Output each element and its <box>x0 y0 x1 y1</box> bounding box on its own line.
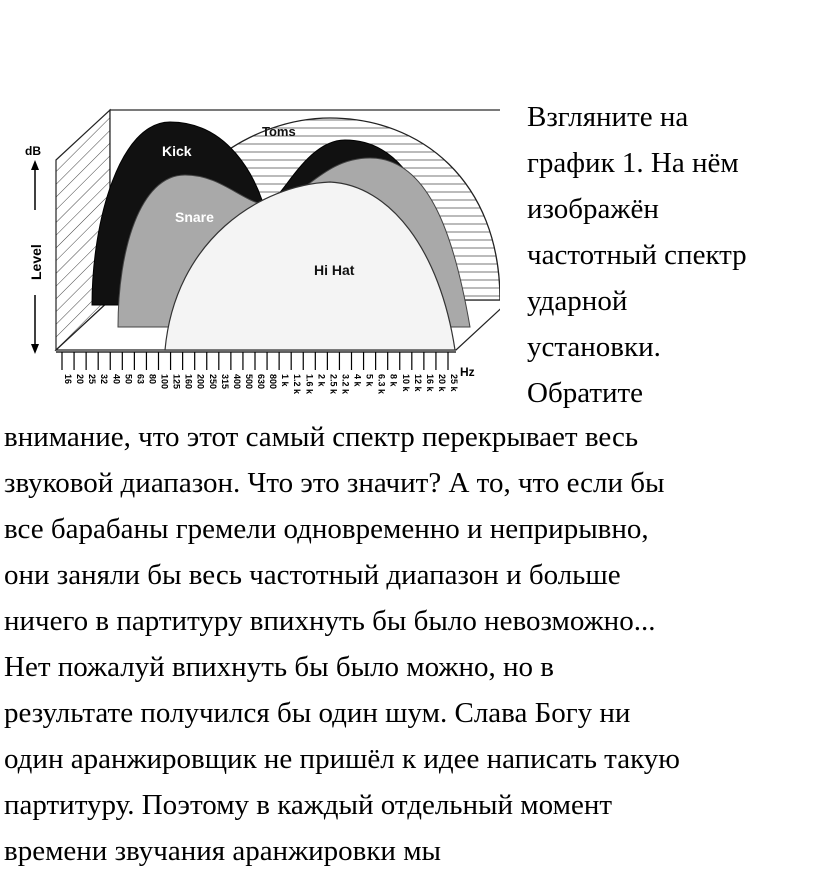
x-tick-label: 16 k <box>424 374 435 392</box>
x-tick-label: 800 <box>268 374 279 390</box>
side-line: изображён <box>527 193 659 225</box>
x-tick-label: 20 <box>75 374 86 385</box>
x-tick-label: 400 <box>231 374 242 390</box>
body-line: времени звучания аранжировки мы <box>4 835 442 867</box>
x-tick-label: 8 k <box>388 374 399 387</box>
x-tick-label: 20 k <box>436 374 447 392</box>
side-line: частотный спектр <box>527 239 747 271</box>
x-tick-label: 40 <box>111 374 122 385</box>
x-tick-label: 160 <box>183 374 194 390</box>
label-hihat: Hi Hat <box>314 262 355 278</box>
x-tick-label: 50 <box>123 374 134 385</box>
drum-spectrum-chart <box>0 100 500 405</box>
x-tick-label: 2 k <box>316 374 327 387</box>
x-tick-label: 1.6 k <box>304 374 315 395</box>
body-line: Нет пожалуй впихнуть бы было можно, но в <box>4 651 554 683</box>
x-tick-label: 100 <box>159 374 170 390</box>
x-tick-label: 10 k <box>400 374 411 392</box>
x-tick-label: 5 k <box>364 374 375 387</box>
x-tick-label: 630 <box>256 374 266 390</box>
side-line: график 1. На нём <box>527 147 739 179</box>
x-ticks <box>62 352 459 395</box>
x-tick-label: 63 <box>135 374 146 385</box>
x-tick-label: 3.2 k <box>340 374 351 395</box>
body-paragraph <box>4 414 816 874</box>
body-line: ничего в партитуру впихнуть бы было невозможно... <box>4 605 656 637</box>
x-axis-label: Hz <box>460 365 475 379</box>
side-paragraph <box>527 94 812 416</box>
x-tick-label: 2.5 k <box>328 374 339 395</box>
x-tick-label: 4 k <box>352 374 363 387</box>
x-tick-label: 6.3 k <box>376 374 387 395</box>
x-tick-label: 32 <box>99 374 110 385</box>
side-line: установки. <box>527 331 661 363</box>
body-line: они заняли бы весь частотный диапазон и больше <box>4 559 621 591</box>
body-line: результате получился бы один шум. Слава Богу ни <box>4 697 631 729</box>
x-tick-label: 25 <box>87 374 98 385</box>
x-tick-label: 250 <box>207 374 218 390</box>
body-line: звуковой диапазон. Что это значит? А то, что если бы <box>4 467 665 499</box>
body-line: один аранжировщик не пришёл к идее написать такую <box>4 743 680 775</box>
x-tick-label: 500 <box>243 374 254 390</box>
x-tick-label: 315 <box>219 374 230 390</box>
y-unit-label: dB <box>25 144 41 158</box>
y-axis-arrowhead-down <box>31 344 39 354</box>
x-tick-label: 1 k <box>280 374 291 387</box>
label-snare: Snare <box>175 209 214 225</box>
x-tick-label: 12 k <box>412 374 423 392</box>
y-axis-label: Level <box>28 244 44 280</box>
x-tick-label: 200 <box>195 374 206 390</box>
body-line: внимание, что этот самый спектр перекрывает весь <box>4 421 639 453</box>
x-tick-label: 16 <box>63 374 73 385</box>
label-toms: Toms <box>262 124 296 139</box>
y-axis-arrowhead-up <box>31 160 39 170</box>
body-line: партитуру. Поэтому в каждый отдельный момент <box>4 789 613 821</box>
side-line: Обратите <box>527 377 644 409</box>
side-line: Взгляните на <box>527 101 689 133</box>
body-line: все барабаны гремели одновременно и неприрывно, <box>4 513 649 545</box>
x-tick-label: 80 <box>147 374 158 385</box>
x-tick-label: 25 k <box>449 374 459 392</box>
drum-spectrum-svg <box>0 100 500 405</box>
label-kick: Kick <box>162 143 192 159</box>
side-line: ударной <box>527 285 628 317</box>
x-tick-label: 1.2 k <box>292 374 303 395</box>
x-tick-label: 125 <box>171 374 182 390</box>
